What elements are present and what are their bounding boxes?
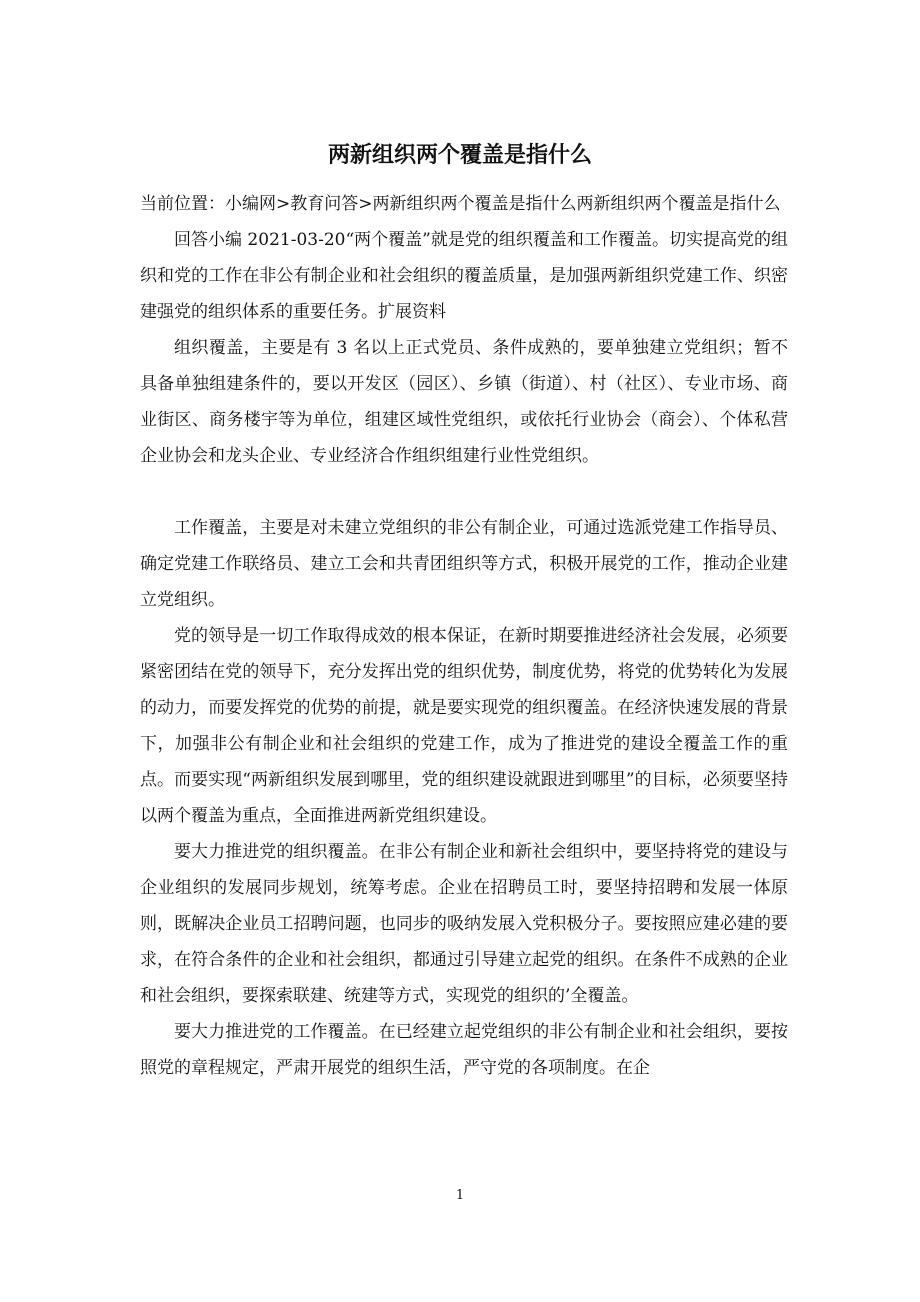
document-body (140, 186, 788, 1086)
paragraph-party-leadership: 党的领导是一切工作取得成效的根本保证，在新时期要推进经济社会发展，必须要紧密团结在党的领导下，充分发挥出党的组织优势，制度优势，将党的优势转化为发展的动力，而要发挥党的优势的前提，就是要实现党的组织覆盖。在经济快速发展的背景下，加强非公有制企业和社会组织的党建工作，成为了推进党的建设全覆盖工作的重点。而要实现“两新组织发展到哪里，党的组织建设就跟进到哪里”的目标，必须要坚持以两个覆盖为重点，全面推进两新党组织建设。 (140, 626, 788, 826)
paragraph-work-coverage: 工作覆盖，主要是对未建立党组织的非公有制企业，可通过选派党建工作指导员、确定党建工作联络员、建立工会和共青团组织等方式，积极开展党的工作，推动企业建立党组织。 (140, 518, 788, 610)
paragraph-answer: 回答小编 2021-03-20“两个覆盖”就是党的组织覆盖和工作覆盖。切实提高党的组织和党的工作在非公有制企业和社会组织的覆盖质量，是加强两新组织党建工作、织密建强党的组织体系的重要任务。扩展资料 (140, 230, 788, 322)
page-number: 1 (455, 1188, 465, 1203)
paragraph-promote-work: 要大力推进党的工作覆盖。在已经建立起党组织的非公有制企业和社会组织，要按照党的章程规定，严肃开展党的组织生活，严守党的各项制度。在企 (140, 1022, 788, 1078)
breadcrumb: 当前位置：小编网>教育问答>两新组织两个覆盖是指什么两新组织两个覆盖是指什么 (140, 194, 781, 214)
paragraph-organization-coverage: 组织覆盖，主要是有 3 名以上正式党员、条件成熟的，要单独建立党组织；暂不具备单独组建条件的，要以开发区（园区）、乡镇（街道）、村（社区）、专业市场、商业街区、商务楼宇等为单位，组建区域性党组织，或依托行业协会（商会）、个体私营企业协会和龙头企业、专业经济合作组织组建行业性党组织。 (140, 338, 788, 466)
document-title: 两新组织两个覆盖是指什么 (327, 142, 592, 168)
paragraph-promote-organization: 要大力推进党的组织覆盖。在非公有制企业和新社会组织中，要坚持将党的建设与企业组织的发展同步规划，统筹考虑。企业在招聘员工时，要坚持招聘和发展一体原则，既解决企业员工招聘问题，也同步的吸纳发展入党积极分子。要按照应建必建的要求，在符合条件的企业和社会组织，都通过引导建立起党的组织。在条件不成熟的企业和社会组织，要探索联建、统建等方式，实现党的组织的’全覆盖。 (140, 842, 788, 1006)
paragraph-spacer (140, 474, 788, 510)
